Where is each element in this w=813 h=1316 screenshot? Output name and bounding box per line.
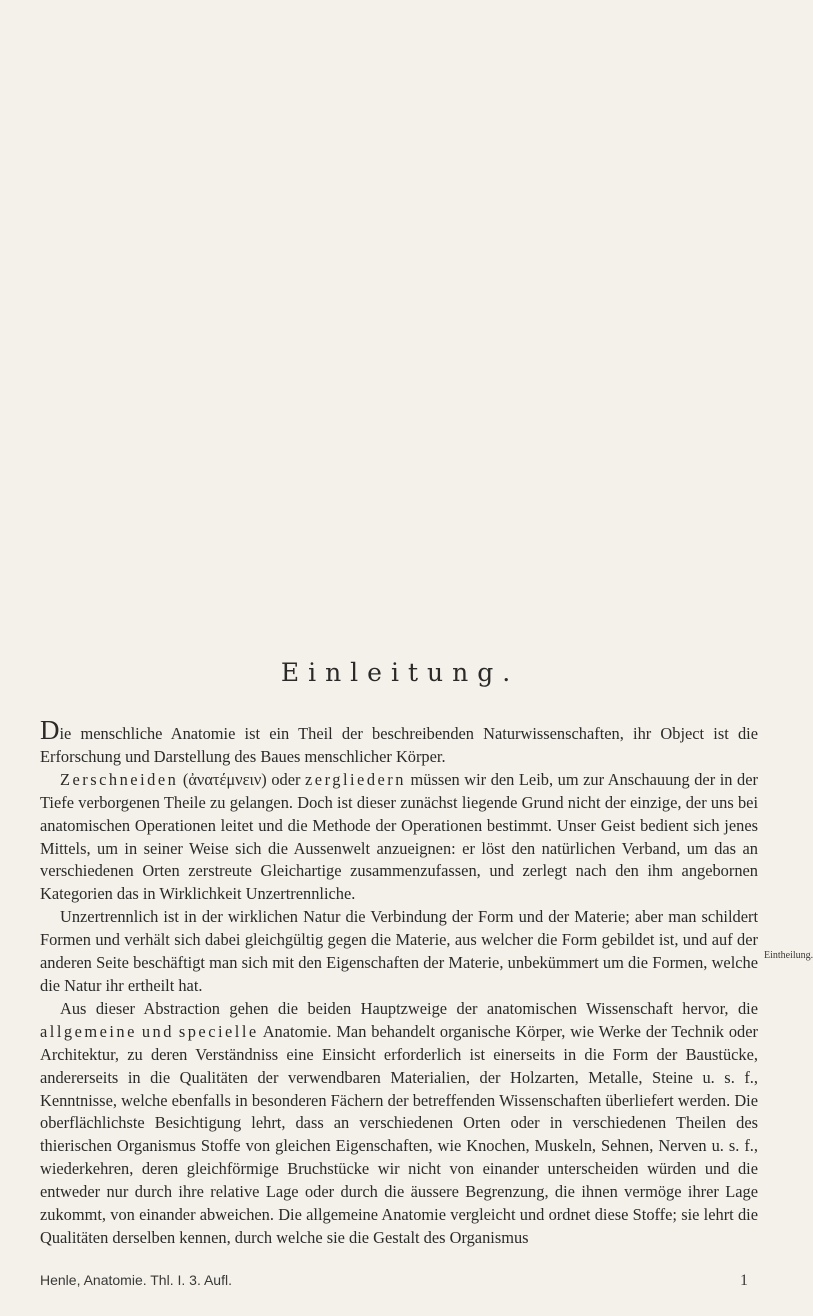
margin-note: Eintheilung. xyxy=(764,950,813,961)
page-footer xyxy=(40,1272,758,1290)
paragraph-4-b: Anatomie. Man behandelt organische Körper, wie Werke der Technik oder Architektur, zu deren Verständniss eine Einsicht erforderlich ist einerseits in die Form der Baustücke, andererseits in die Qualitäten der verwendbaren Materialien, der Holzarten, Metalle, Steine u. s. f., Kenntnisse, welche ebenfalls in besonderen Fächern der betreffenden Wissenschaften überliefert werden. Die oberflächlichste Besichtigung lehrt, dass an verschiedenen Orten oder in verschiedenen Theilen des thierischen Organismus Stoffe von gleichen Eigenschaften, wie Knochen, Muskeln, Sehnen, Nerven u. s. f., wiederkehren, deren gleichförmige Bruchstücke wir nicht von einander unterscheiden würden und die entweder nur durch ihre relative Lage oder durch die äussere Begrenzung, die ihnen vermöge ihrer Lage zukommt, von einander abweichen. Die allgemeine Anatomie vergleicht und ordnet diese Stoffe; sie lehrt die Qualitäten derselben kennen, durch welche sie die Gestalt des Organismus xyxy=(40,1021,758,1247)
paragraph-1-text: ie menschliche Anatomie ist ein Theil der beschreibenden Naturwissenschaften, ihr Object ist die Erforschung und Darstellung des Baues menschlicher Körper. xyxy=(40,724,758,766)
term-zerschneiden: Zerschneiden xyxy=(60,769,179,789)
term-allgemeine: allgemeine xyxy=(40,1021,137,1041)
term-zergliedern: zergliedern xyxy=(305,769,406,789)
greek-term: (ἀνατέμνειν) xyxy=(182,769,267,789)
page-number: 1 xyxy=(740,1272,748,1289)
paragraph-1 xyxy=(40,717,758,769)
body-text xyxy=(40,717,758,1250)
drop-cap: D xyxy=(40,715,60,745)
paragraph-2-text: müssen wir den Leib, um zur Anschauung der in der Tiefe verborgenen Theile zu gelangen. Doch ist dieser zunächst liegende Grund nicht der einzige, der uns bei anatomischen Operationen leitet und die Methode der Operationen bestimmt. Unser Geist bedient sich jenes Mittels, um in seiner Weise sich die Aussenwelt anzueignen: er löst den natürlichen Verband, um das an verschiedenen Orten zerstreute Gleichartige zusammenzufassen, und zerlegt nach den ihm angebornen Kategorien das in Wirklichkeit Unzertrennliche. xyxy=(40,769,758,904)
signature-line: Henle, Anatomie. Thl. I. 3. Aufl. xyxy=(40,1272,232,1288)
paragraph-3: Unzertrennlich ist in der wirklichen Natur die Verbindung der Form und der Materie; aber man schildert Formen und verhält sich dabei gleichgültig gegen die Materie, aus welcher die Form gebildet ist, und auf der anderen Seite beschäftigt man sich mit den Eigenschaften der Materie, unbekümmert um die Formen, welche die Natur ihr ertheilt hat. xyxy=(40,907,758,995)
paragraph-4-a: Aus dieser Abstraction gehen die beiden Hauptzweige der anatomischen Wissenschaft hervor, die xyxy=(60,998,758,1018)
paragraph-2-oder: oder xyxy=(271,769,301,789)
paragraph-4 xyxy=(40,998,758,1250)
paragraph-4-und: und xyxy=(141,1021,174,1041)
term-specielle: specielle xyxy=(178,1021,259,1041)
page-title: Einleitung. xyxy=(280,658,520,687)
paragraph-2 xyxy=(40,769,758,906)
